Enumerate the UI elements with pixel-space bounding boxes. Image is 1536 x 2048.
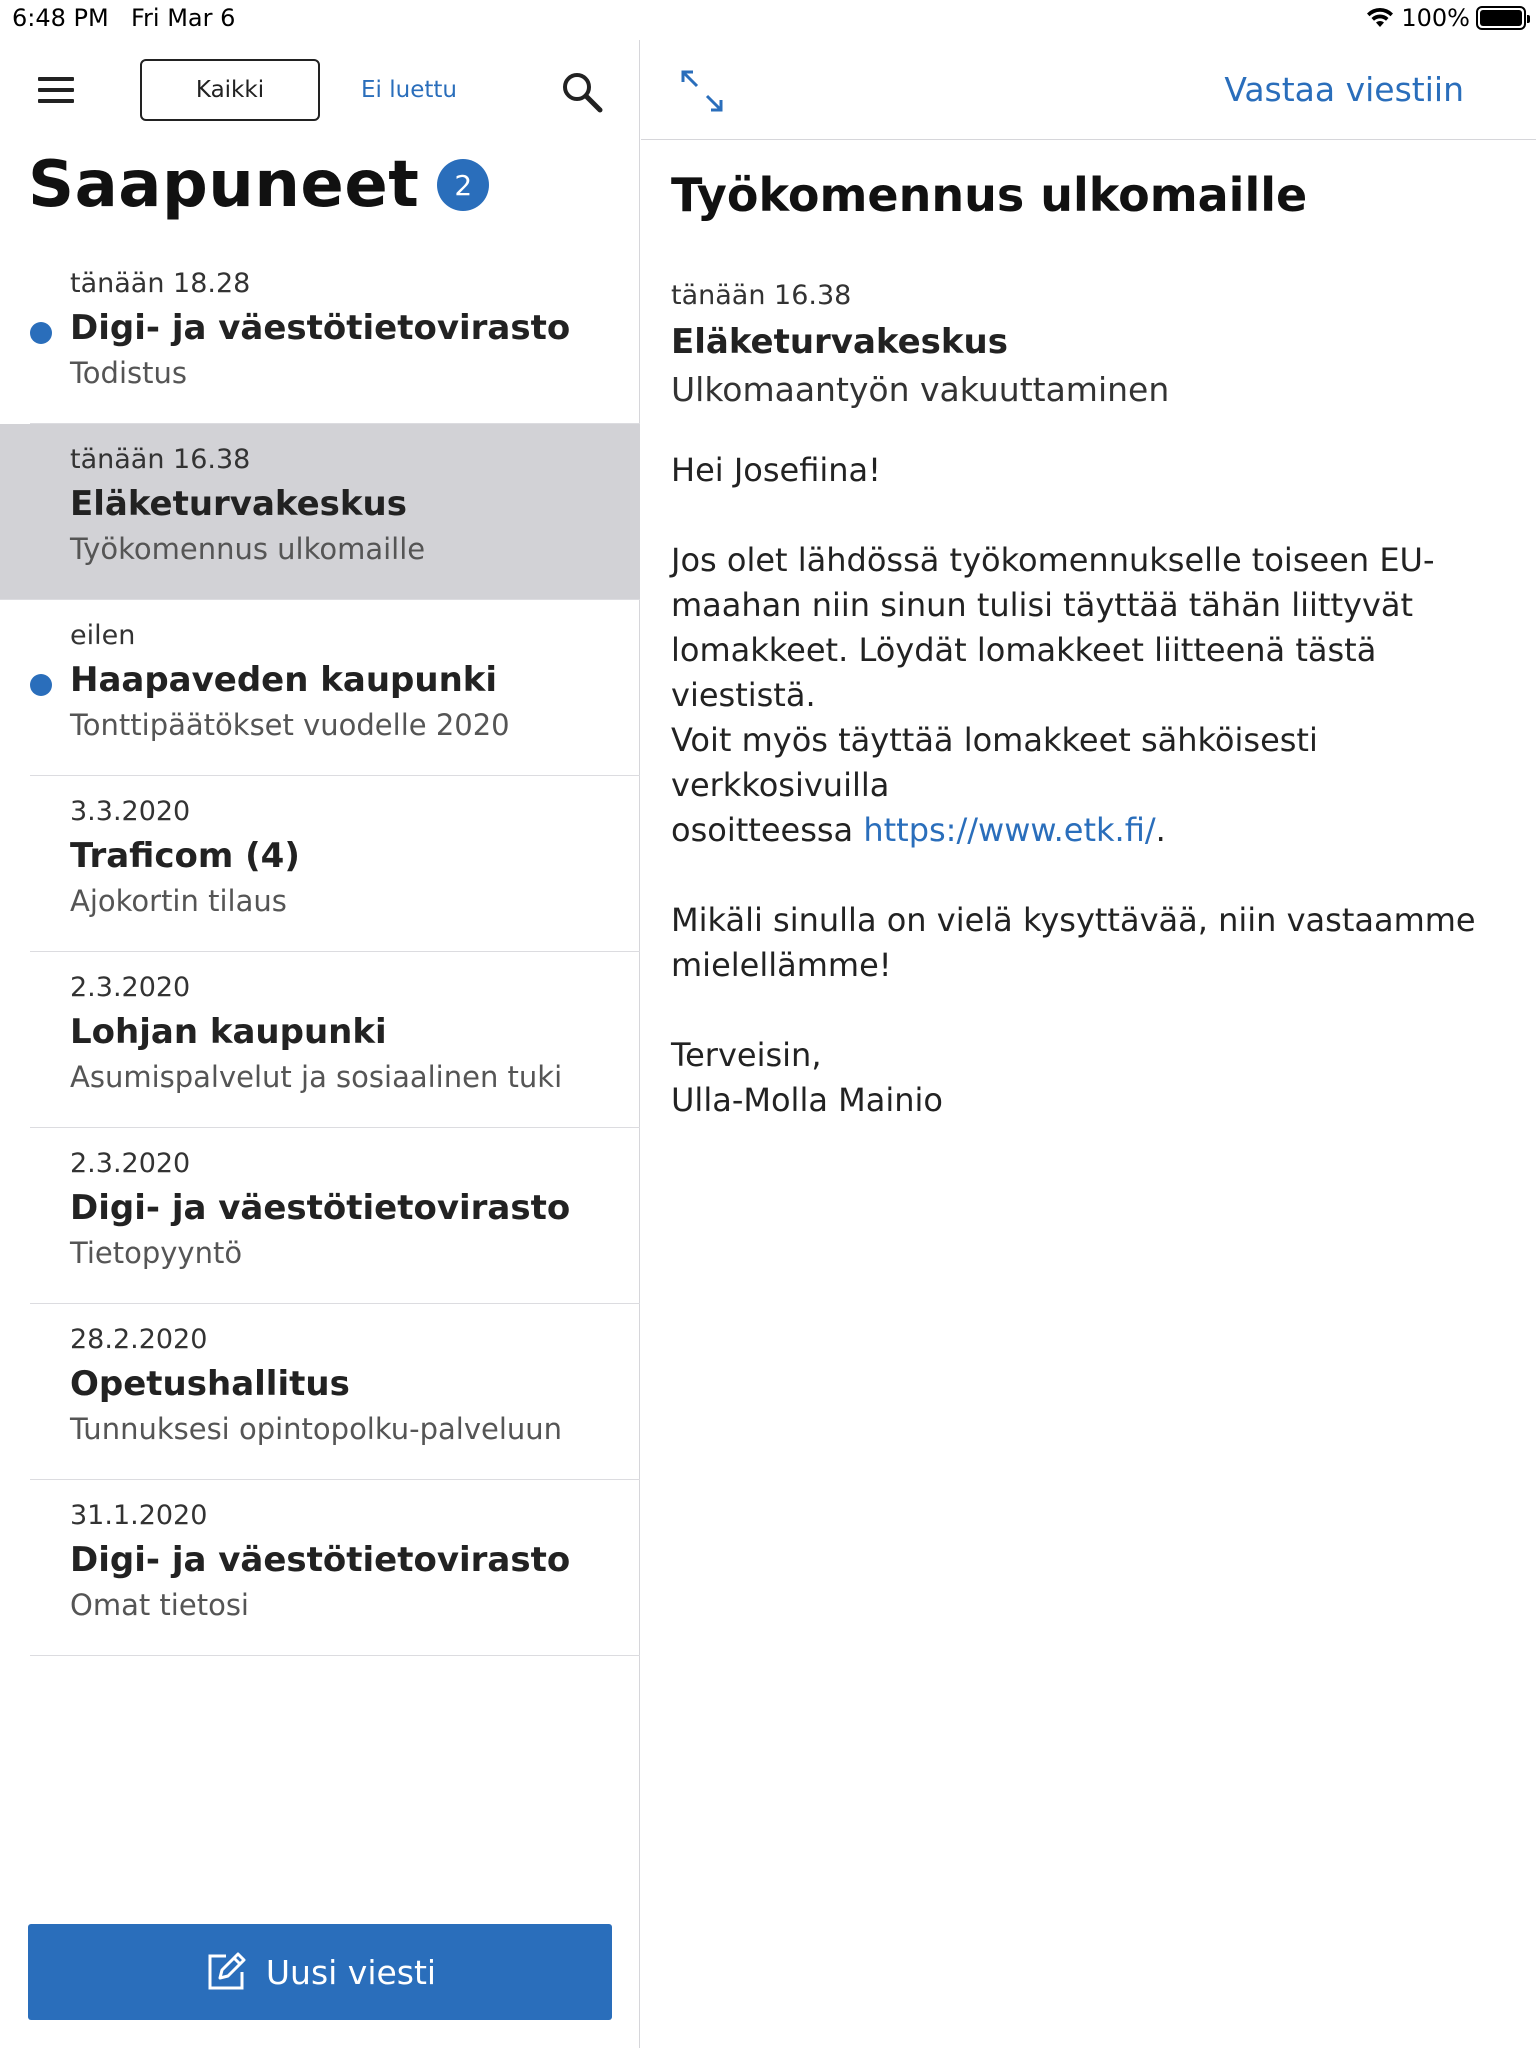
message-item-sender: Haapaveden kaupunki [70, 660, 498, 700]
message-sender: Eläketurvakeskus [671, 322, 1008, 362]
message-list-item[interactable] [0, 424, 640, 600]
message-item-date: 3.3.2020 [70, 796, 191, 827]
message-item-sender: Opetushallitus [70, 1364, 350, 1404]
status-bar [0, 0, 1536, 40]
message-greeting: Hei Josefiina! [671, 451, 881, 489]
message-item-date: 28.2.2020 [70, 1324, 208, 1355]
inbox-toolbar [0, 40, 640, 140]
search-icon[interactable] [560, 70, 604, 114]
message-item-subject: Asumispalvelut ja sosiaalinen tuki [70, 1060, 563, 1094]
message-item-sender: Lohjan kaupunki [70, 1012, 387, 1052]
compose-icon [204, 1950, 248, 1994]
message-item-date: 31.1.2020 [70, 1500, 208, 1531]
message-item-date: 2.3.2020 [70, 972, 191, 1003]
unread-count-badge: 2 [437, 159, 489, 211]
unread-dot-icon [30, 674, 52, 696]
page-title: Saapuneet [28, 148, 420, 222]
list-divider [30, 1655, 640, 1656]
message-item-subject: Ajokortin tilaus [70, 884, 287, 918]
status-time: 6:48 PM [12, 4, 109, 32]
message-title: Työkomennus ulkomaille [671, 168, 1308, 222]
message-item-date: tänään 16.38 [70, 444, 251, 475]
message-body [671, 448, 1491, 1168]
inbox-heading [28, 148, 489, 222]
message-detail-pane [641, 40, 1536, 2048]
message-item-subject: Tunnuksesi opintopolku-palveluun [70, 1412, 563, 1446]
message-list-item[interactable] [0, 1128, 640, 1304]
message-paragraph-1: Jos olet lähdössä työkomennukselle toiseen EU- maahan niin sinun tulisi täyttää tähän liittyvät lomakkeet. Löydät lomakkeet liitteenä tästä viestistä. Voit myös täyttää lomakkeet sähköisesti verkkosivuilla osoitteessa https://www.etk.fi/. [671, 541, 1435, 849]
message-list-item[interactable] [0, 1480, 640, 1656]
message-item-subject: Tietopyyntö [70, 1236, 243, 1270]
battery-icon [1476, 6, 1526, 30]
message-item-sender: Digi- ja väestötietovirasto [70, 1188, 571, 1228]
message-signoff: Terveisin, Ulla-Molla Mainio [671, 1036, 943, 1119]
new-message-button[interactable] [28, 1924, 612, 2020]
message-item-date: eilen [70, 620, 136, 651]
website-link[interactable]: https://www.etk.fi/ [863, 811, 1156, 849]
message-list-item[interactable] [0, 952, 640, 1128]
filter-all-button[interactable]: Kaikki [140, 59, 320, 121]
message-item-subject: Työkomennus ulkomaille [70, 532, 426, 566]
message-item-subject: Tonttipäätökset vuodelle 2020 [70, 708, 510, 742]
message-item-sender: Digi- ja väestötietovirasto [70, 308, 571, 348]
message-item-sender: Digi- ja väestötietovirasto [70, 1540, 571, 1580]
battery-fill [1480, 10, 1522, 26]
status-indicators [1365, 4, 1526, 32]
message-item-sender: Traficom (4) [70, 836, 300, 876]
unread-dot-icon [30, 322, 52, 344]
expand-icon[interactable] [677, 66, 727, 116]
signature: Ulla-Molla Mainio [671, 1081, 943, 1119]
inbox-pane [0, 40, 640, 2048]
detail-toolbar [641, 40, 1536, 140]
reply-button[interactable]: Vastaa viestiin [1224, 70, 1464, 109]
message-item-date: 2.3.2020 [70, 1148, 191, 1179]
filter-unread-button[interactable]: Ei luettu [361, 77, 457, 103]
new-message-label: Uusi viesti [265, 1952, 437, 1992]
status-date: Fri Mar 6 [131, 4, 236, 32]
message-list-item[interactable] [0, 1304, 640, 1480]
message-subject: Ulkomaantyön vakuuttaminen [671, 370, 1170, 409]
message-list-item[interactable] [0, 776, 640, 952]
message-list-item[interactable] [0, 248, 640, 424]
hamburger-menu-icon[interactable] [34, 75, 78, 105]
message-list-item[interactable] [0, 600, 640, 776]
message-list [0, 248, 640, 1656]
message-item-subject: Omat tietosi [70, 1588, 249, 1622]
battery-percent: 100% [1401, 4, 1470, 32]
message-item-sender: Eläketurvakeskus [70, 484, 407, 524]
message-paragraph-2: Mikäli sinulla on vielä kysyttävää, niin vastaamme mielellämme! [671, 901, 1476, 984]
wifi-icon [1365, 6, 1395, 30]
message-item-date: tänään 18.28 [70, 268, 251, 299]
message-item-subject: Todistus [70, 356, 187, 390]
message-date: tänään 16.38 [671, 280, 852, 311]
